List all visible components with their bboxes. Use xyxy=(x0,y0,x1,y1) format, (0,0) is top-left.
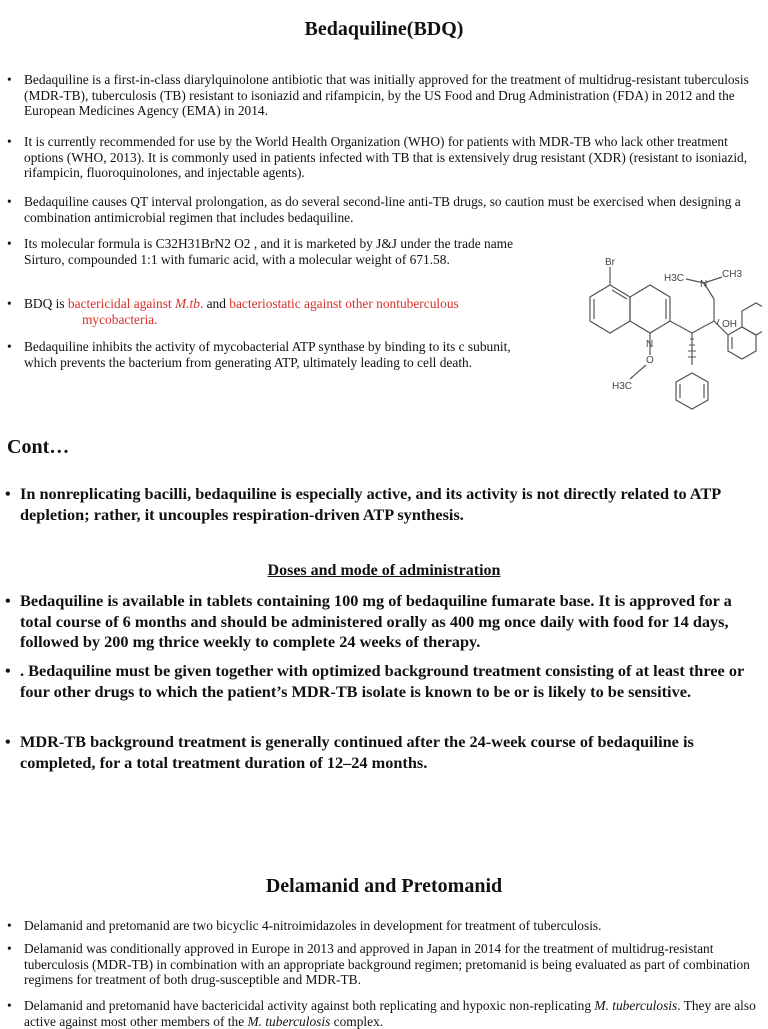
cont-heading: Cont… xyxy=(7,436,70,458)
bactericidal-text-2: . They are also active against most other members of the xyxy=(24,998,756,1029)
bullet-approval: • Delamanid was conditionally approved in Europe in 2013 and approved in Japan in 2014 for the treatment of multidrug-resistant tuberculosis (MDR-TB) in combination with an appropriate background regimen; pretomanid is being evaluated as part of combination regimens for treatment of both drug-susceptible and MDR-TB. xyxy=(24,941,762,988)
bullet-background-treatment: • . Bedaquiline must be given together with optimized background treatment consisting of at least three or four other drugs to which the patient’s MDR-TB isolate is known to be or is likely to be sensitive. xyxy=(20,661,762,702)
bdq-and: and xyxy=(203,296,230,311)
bullet-nitroimidazoles: • Delamanid and pretomanid are two bicyclic 4-nitroimidazoles in development for treatment of tuberculosis. xyxy=(24,918,762,934)
bullet-atp-synthase: • Bedaquiline inhibits the activity of mycobacterial ATP synthase by binding to its c subunit, which prevents the bacterium from generating ATP, ultimately leading to cell death. xyxy=(24,339,524,370)
n-ring-label: N xyxy=(646,339,654,350)
slide-title-delamanid: Delamanid and Pretomanid xyxy=(265,875,503,897)
mtb-italic: M.tb xyxy=(174,296,200,311)
bullet-intro: • Bedaquiline is a first-in-class diarylquinolone antibiotic that was initially approved for the treatment of multidrug-resistant tuberculosis (MDR-TB), tuberculosis (TB) resistant to isoniazid and rifampicin, by the US Food and Drug Administration (FDA) in 2012 and the European Medicines Agency (EMA) in 2014. xyxy=(24,72,762,119)
mtb-italic-2: M. tuberculosis xyxy=(247,1013,331,1029)
mtb-italic-1: M. tuberculosis xyxy=(594,998,678,1013)
bedaquiline-structure-diagram xyxy=(582,255,762,425)
bullet-nonreplicating: • In nonreplicating bacilli, bedaquiline is especially active, and its activity is not directly related to ATP depletion; rather, it uncouples respiration-driven ATP synthesis. xyxy=(20,484,760,525)
ch3-right-label: CH3 xyxy=(722,269,743,280)
bactericidal-end: . xyxy=(199,296,204,311)
n-amine-label: N xyxy=(700,279,708,290)
bactericidal-text-3: complex. xyxy=(330,1013,384,1029)
h3c-methoxy-label: H3C xyxy=(612,381,633,392)
bactericidal-text-1: Delamanid and pretomanid have bactericidal activity against both replicating and hypoxic non-replicating xyxy=(24,998,595,1013)
bullet-bactericidal xyxy=(24,998,762,1029)
bullet-formula: • Its molecular formula is C32H31BrN2 O2 , and it is marketed by J&J under the trade name Sirturo, compounded 1:1 with fumaric acid, with a molecular weight of 671.58. xyxy=(24,236,544,267)
o-label: O xyxy=(646,355,654,366)
h3c-left-label: H3C xyxy=(664,273,685,284)
bullet-tablets: • Bedaquiline is available in tablets containing 100 mg of bedaquiline fumarate base. It is approved for a total course of 6 months and should be administered orally as 400 mg once daily with food for 14 days, followed by 200 mg thrice weekly to complete 24 weeks of therapy. xyxy=(20,591,762,653)
bullet-qt: • Bedaquiline causes QT interval prolongation, as do several second-line anti-TB drugs, so caution must be exercised when designing a combination antimicrobial regimen that includes bedaquiline. xyxy=(24,194,762,225)
slide-title-bedaquiline: Bedaquiline(BDQ) xyxy=(304,18,464,40)
mycobacteria-text: mycobacteria. xyxy=(82,311,158,327)
bacteriostatic-text: bacteriostatic against other nontuberculous xyxy=(229,296,459,311)
bactericidal-text: bactericidal against xyxy=(67,296,175,311)
bullet-bdq-activity xyxy=(24,296,564,327)
bdq-prefix: BDQ is xyxy=(24,296,68,311)
bullet-duration: • MDR-TB background treatment is generally continued after the 24-week course of bedaquiline is completed, for a total treatment duration of 12–24 months. xyxy=(20,732,762,773)
br-label: Br xyxy=(605,257,615,268)
bullet-who: • It is currently recommended for use by the World Health Organization (WHO) for patients with MDR-TB who lack other treatment options (WHO, 2013). It is commonly used in patients infected with TB that is extensively drug resistant (XDR) (resistant to isoniazid, rifampicin, fluoroquinolones, and injectable agents). xyxy=(24,134,762,181)
doses-subheading: Doses and mode of administration xyxy=(267,562,501,579)
oh-label: OH xyxy=(722,319,737,330)
